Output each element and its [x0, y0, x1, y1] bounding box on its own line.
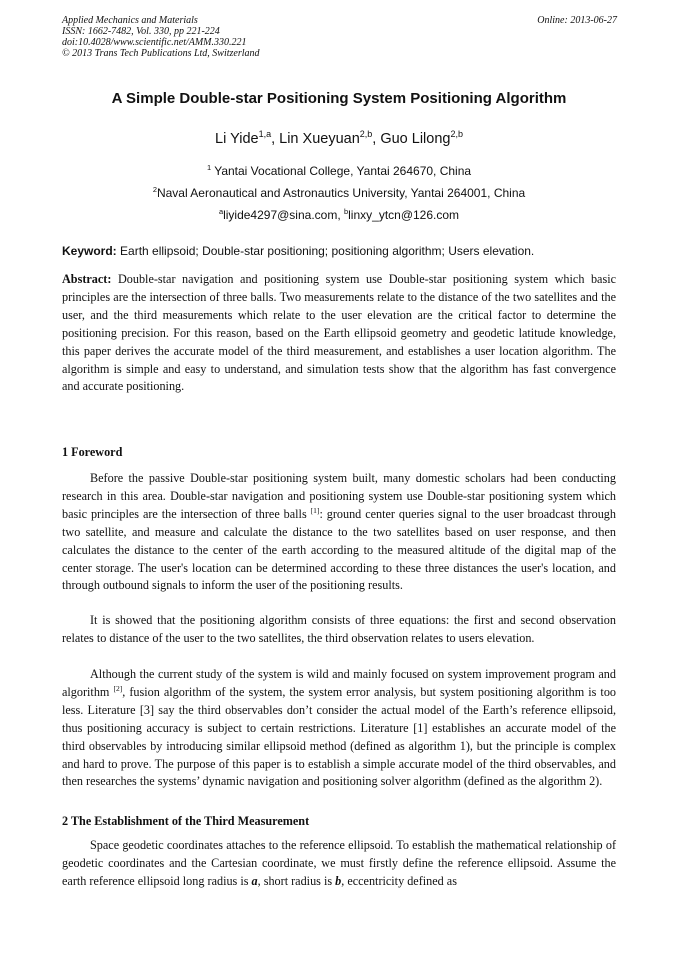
- paper-title: A Simple Double-star Positioning System Positioning Algorithm: [111, 90, 567, 107]
- author-emails: $^a$liyide4297@sina.com, $^b$linxy_ytcn@126.com: [218, 207, 460, 222]
- keywords: [62, 244, 616, 258]
- section-1-heading: 1 Foreword: [62, 445, 123, 459]
- keywords-label: Keyword:: [62, 244, 117, 258]
- author-sup: 2,b: [450, 129, 463, 140]
- keywords-text: Earth ellipsoid; Double-star positioning; positioning algorithm; Users elevation.: [120, 244, 535, 258]
- online-date: Online: 2013-06-27: [537, 15, 617, 26]
- email-b: linxy_ytcn@126.com: [348, 208, 460, 222]
- section-2-heading: 2 The Establishment of the Third Measurement: [62, 814, 310, 828]
- author-name: Li Yide: [215, 131, 259, 147]
- paragraph: Before the passive Double-star positioning system built, many domestic scholars had been conducting research in this area. Double-star navigation and positioning system use Double-star positioning system which basic principles are the intersection of three balls [1]: ground center queries signal to the user broadcast through two satellite, and measure and calculate the distance to the two satellites based on user response, and then calculates the distance to the center of the earth according to the measured altitude of the digital map of the center storage. The user's location can be determined according to these three distances the user's location, and through outbound signals to inform the user of the positioning results.: [62, 471, 616, 593]
- doi-line: doi:10.4028/www.scientific.net/AMM.330.221: [62, 37, 247, 48]
- affiliation-1: $^1$ Yantai Vocational College, Yantai 264670, China: [206, 163, 472, 178]
- email-a: liyide4297@sina.com: [223, 208, 338, 222]
- author-name: Lin Xueyuan: [279, 131, 360, 147]
- paragraph: Although the current study of the system is wild and mainly focused on system improvement program and algorithm [2], fusion algorithm of the system, the system error analysis, but system positioning algorithm is too less. Literature [3] say the third observables don’t consider the actual model of the Earth’s reference ellipsoid, thus positioning accuracy is subject to certain restrictions. Literature [1] establishes an accurate model of the third observables by introducing similar ellipsoid method (defined as algorithm 1), but the principle is complex and hard to prove. The purpose of this paper is to establish a simple accurate model of the third observables, and then researches the systems’ dynamic navigation and positioning solver algorithm (defined as the algorithm 2).: [62, 667, 617, 789]
- issn-line: ISSN: 1662-7482, Vol. 330, pp 221-224: [62, 26, 220, 37]
- author-sup: 2,b: [359, 129, 373, 140]
- variable-a: a: [251, 873, 258, 888]
- citation: [1]: [310, 505, 320, 515]
- author-name: Guo Lilong: [380, 131, 451, 147]
- abstract-text: Double-star navigation and positioning system use Double-star positioning system which basic principles are the intersection of three balls. Two measurements relate to the distance of the two satellites and the user, and the third measurements which relate to the user elevation are the critical factor to determine the positioning precision. For this reason, based on the Earth ellipsoid geometry and geodetic latitude knowledge, this paper derives the accurate model of the third measurement, and establishes a user location algorithm. The algorithm is simple and easy to understand, and simulation tests show that the algorithm has fast convergence and accurate positioning.: [62, 272, 616, 394]
- author-sup: 1,a: [258, 129, 272, 140]
- affiliation-2: $^2$Naval Aeronautical and Astronautics University, Yantai 264001, China: [152, 185, 526, 200]
- abstract-label: Abstract:: [62, 272, 112, 286]
- author-list: Li Yide$^{1,a}$, Lin Xueyuan$^{2,b}$, Guo Lilong$^{2,b}$: [215, 129, 463, 147]
- citation: [2]: [113, 683, 123, 693]
- paragraph: Space geodetic coordinates attaches to the reference ellipsoid. To establish the mathematical relationship of geodetic coordinates and the Cartesian coordinate, we must firstly define the reference ellipsoid. Assume the earth reference ellipsoid long radius is a, short radius is b, eccentricity defined as: [62, 838, 616, 888]
- abstract: [62, 271, 616, 396]
- journal-name: Applied Mechanics and Materials: [62, 15, 198, 26]
- copyright-line: © 2013 Trans Tech Publications Ltd, Switzerland: [62, 48, 260, 59]
- journal-info: [62, 15, 260, 59]
- variable-b: b: [335, 873, 342, 888]
- paragraph: It is showed that the positioning algorithm consists of three equations: the first and second observation relates to distance of the user to the two satellites, the third observation relates to users elevation.: [62, 613, 616, 645]
